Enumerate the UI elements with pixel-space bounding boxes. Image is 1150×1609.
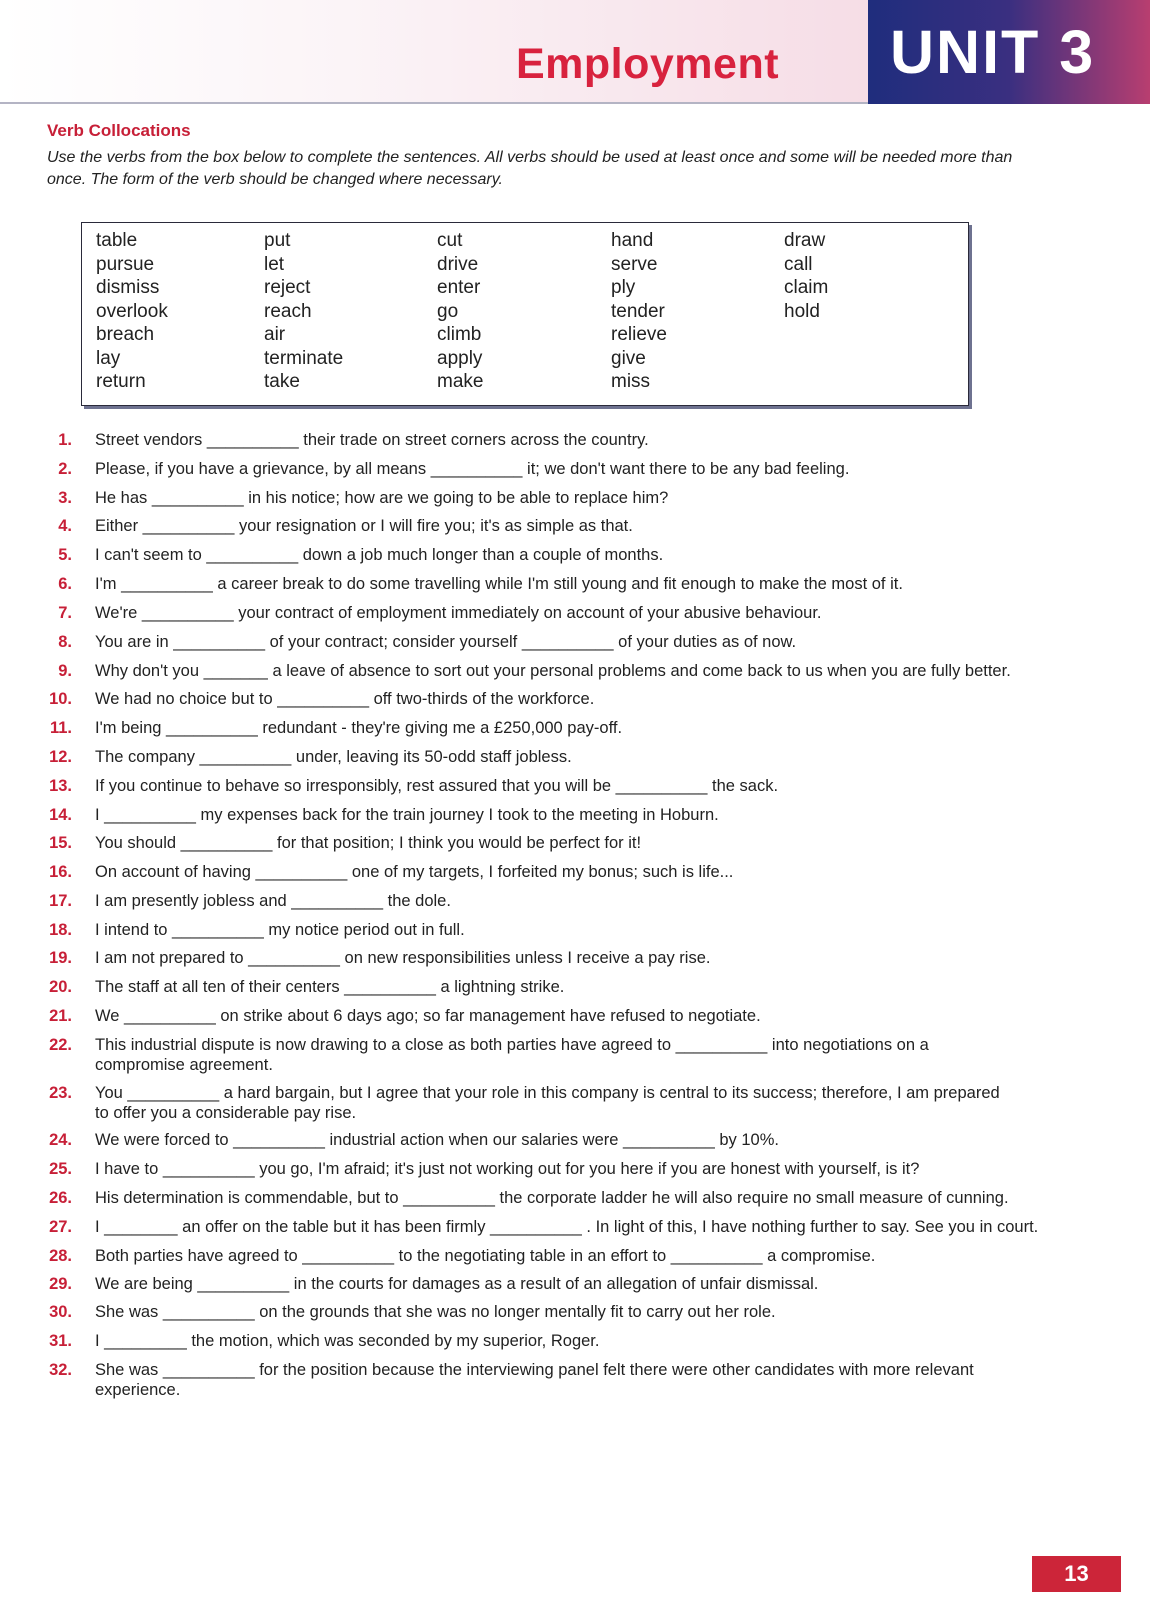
question-number: 21. — [49, 1007, 72, 1025]
question-number: 32. — [49, 1361, 72, 1379]
question-line: I am not prepared to __________ on new responsibilities unless I receive a pay rise. — [95, 949, 711, 967]
verb-item: relieve — [611, 324, 667, 345]
verb-item: overlook — [96, 300, 168, 322]
verb-item: serve — [611, 253, 658, 275]
question-text — [95, 1302, 1095, 1322]
verb-box — [81, 222, 969, 406]
verb-item: claim — [784, 277, 829, 298]
question-line: She was __________ on the grounds that she was no longer mentally fit to carry out her role. — [95, 1303, 776, 1321]
question-text — [95, 632, 1095, 652]
question-number: 12. — [49, 748, 72, 766]
question-text — [95, 1331, 1095, 1351]
page-number: 13 — [1032, 1556, 1121, 1592]
question-number: 16. — [49, 863, 72, 881]
question-text — [95, 920, 1095, 940]
question-number: 20. — [49, 978, 72, 996]
question-text — [95, 805, 1095, 825]
question-line: I can't seem to __________ down a job much longer than a couple of months. — [95, 546, 664, 564]
question-line: I ________ an offer on the table but it has been firmly __________ . In light of this, I have nothing further to say. See you in court. — [95, 1218, 1039, 1236]
question-text — [95, 747, 1095, 767]
question-line: I intend to __________ my notice period out in full. — [95, 921, 465, 939]
verb-item: return — [96, 371, 146, 392]
question-number: 9. — [58, 662, 72, 680]
question-number: 30. — [49, 1303, 72, 1321]
question-line: Either __________ your resignation or I will fire you; it's as simple as that. — [95, 517, 633, 535]
verb-item: call — [784, 253, 813, 275]
verb-item: ply — [611, 277, 636, 298]
question-line: We __________ on strike about 6 days ago; so far management have refused to negotiate. — [95, 1007, 761, 1025]
question-line: We are being __________ in the courts for damages as a result of an allegation of unfair dismissal. — [95, 1275, 819, 1293]
question-text — [95, 603, 1095, 623]
verb-item: reject — [264, 277, 311, 298]
question-number: 19. — [49, 949, 72, 967]
question-number: 26. — [49, 1189, 72, 1207]
question-text — [95, 1159, 1095, 1179]
question-number: 27. — [49, 1218, 72, 1236]
question-line: I'm __________ a career break to do some travelling while I'm still young and fit enough to make the most of it. — [95, 575, 903, 593]
question-text — [95, 891, 1095, 911]
question-line: The company __________ under, leaving its 50-odd staff jobless. — [95, 748, 572, 766]
verb-item: table — [96, 230, 138, 251]
verb-item: tender — [611, 300, 665, 322]
question-text — [95, 430, 1095, 450]
verb-item: air — [264, 324, 286, 345]
question-number: 18. — [49, 921, 72, 939]
verb-item: drive — [437, 253, 479, 275]
question-line: We had no choice but to __________ off two-thirds of the workforce. — [95, 690, 595, 708]
page-title: Employment — [516, 40, 780, 88]
verb-item: breach — [96, 324, 155, 345]
question-number: 10. — [49, 690, 72, 708]
question-text — [95, 689, 1095, 709]
question-text — [95, 833, 1095, 853]
verb-item: climb — [437, 324, 482, 345]
verb-item: put — [264, 230, 291, 251]
question-text — [95, 459, 1095, 479]
verb-item: pursue — [96, 253, 155, 275]
question-line: to offer you a considerable pay rise. — [95, 1104, 357, 1122]
question-number: 6. — [58, 575, 72, 593]
question-text — [95, 1130, 1095, 1150]
verb-column-1 — [96, 229, 168, 394]
question-line: On account of having __________ one of my targets, I forfeited my bonus; such is life... — [95, 863, 734, 881]
question-text — [95, 545, 1095, 565]
question-line: I'm being __________ redundant - they're giving me a £250,000 pay-off. — [95, 719, 623, 737]
question-line: This industrial dispute is now drawing to a close as both parties have agreed to __________ into negotiations on a — [95, 1036, 929, 1054]
question-text — [95, 661, 1095, 681]
question-number: 25. — [49, 1160, 72, 1178]
question-text — [95, 718, 1095, 738]
question-line: You __________ a hard bargain, but I agree that your role in this company is central to its success; therefore, I am prepared — [95, 1084, 1000, 1102]
verb-item: lay — [96, 347, 121, 369]
question-line: I __________ my expenses back for the train journey I took to the meeting in Hoburn. — [95, 806, 719, 824]
question-text — [95, 1006, 1095, 1026]
question-text — [95, 516, 1095, 536]
question-number: 5. — [58, 546, 72, 564]
question-number: 29. — [49, 1275, 72, 1293]
verb-item: go — [437, 300, 459, 322]
question-line: He has __________ in his notice; how are we going to be able to replace him? — [95, 489, 669, 507]
verb-column-2 — [264, 229, 343, 394]
question-number: 7. — [58, 604, 72, 622]
instructions-line-1: Use the verbs from the box below to complete the sentences. All verbs should be used at least once and some will be needed more than — [47, 149, 1013, 166]
question-line: We're __________ your contract of employment immediately on account of your abusive behaviour. — [95, 604, 822, 622]
question-number: 13. — [49, 777, 72, 795]
question-number: 23. — [49, 1084, 72, 1102]
question-text — [95, 1083, 1095, 1123]
question-number: 11. — [49, 719, 72, 737]
question-line: We were forced to __________ industrial action when our salaries were __________ by 10%. — [95, 1131, 779, 1149]
question-text — [95, 1217, 1095, 1237]
question-text — [95, 1188, 1095, 1208]
verb-item: apply — [437, 347, 483, 369]
question-line: Both parties have agreed to __________ to the negotiating table in an effort to __________ a compromise. — [95, 1247, 876, 1265]
question-number: 4. — [58, 517, 72, 535]
question-number: 15. — [49, 834, 72, 852]
verb-item: reach — [264, 300, 312, 322]
question-number: 24. — [49, 1131, 72, 1149]
question-text — [95, 776, 1095, 796]
question-number: 17. — [49, 892, 72, 910]
question-line: I am presently jobless and __________ the dole. — [95, 892, 451, 910]
question-text — [95, 977, 1095, 997]
question-line: I have to __________ you go, I'm afraid; it's just not working out for you here if you are honest with yourself, is it? — [95, 1160, 920, 1178]
question-text — [95, 1035, 1095, 1075]
verb-item: miss — [611, 371, 651, 392]
verb-item: cut — [437, 230, 463, 251]
question-line: You should __________ for that position; I think you would be perfect for it! — [95, 834, 642, 852]
question-line: Street vendors __________ their trade on street corners across the country. — [95, 431, 649, 449]
verb-item: draw — [784, 230, 826, 251]
question-text — [95, 488, 1095, 508]
question-number: 14. — [49, 806, 72, 824]
instructions-line-2: once. The form of the verb should be changed where necessary. — [47, 171, 503, 188]
question-text — [95, 1360, 1095, 1400]
verb-column-5 — [784, 229, 828, 323]
question-line: I _________ the motion, which was seconded by my superior, Roger. — [95, 1332, 600, 1350]
verb-item: terminate — [264, 347, 344, 369]
header-divider — [0, 102, 868, 104]
verb-item: take — [264, 371, 300, 392]
question-line: You are in __________ of your contract; consider yourself __________ of your duties as of now. — [95, 633, 797, 651]
verb-item: give — [611, 347, 646, 369]
unit-label: UNIT 3 — [868, 0, 1150, 104]
question-number: 8. — [58, 633, 72, 651]
question-line: His determination is commendable, but to __________ the corporate ladder he will also require no small measure of cunning. — [95, 1189, 1009, 1207]
question-line: experience. — [95, 1381, 181, 1399]
question-line: Please, if you have a grievance, by all means __________ it; we don't want there to be any bad feeling. — [95, 460, 850, 478]
question-line: She was __________ for the position because the interviewing panel felt there were other candidates with more relevant — [95, 1361, 974, 1379]
question-text — [95, 948, 1095, 968]
question-number: 1. — [58, 431, 72, 449]
question-line: If you continue to behave so irresponsibly, rest assured that you will be __________ the sack. — [95, 777, 779, 795]
question-number: 3. — [58, 489, 72, 507]
question-text — [95, 1274, 1095, 1294]
verb-item: enter — [437, 277, 481, 298]
question-number: 31. — [49, 1332, 72, 1350]
question-text — [95, 1246, 1095, 1266]
verb-item: let — [264, 253, 285, 275]
question-line: Why don't you _______ a leave of absence to sort out your personal problems and come back to us when you are fully better. — [95, 662, 1011, 680]
instructions — [47, 147, 1097, 191]
question-number: 22. — [49, 1036, 72, 1054]
verb-item: hand — [611, 230, 654, 251]
question-number: 28. — [49, 1247, 72, 1265]
verb-item: dismiss — [96, 277, 160, 298]
verb-column-4 — [611, 229, 667, 394]
question-line: The staff at all ten of their centers __________ a lightning strike. — [95, 978, 565, 996]
question-text — [95, 862, 1095, 882]
question-number: 2. — [58, 460, 72, 478]
section-title: Verb Collocations — [47, 121, 191, 140]
verb-item: make — [437, 371, 484, 392]
question-text — [95, 574, 1095, 594]
question-line: compromise agreement. — [95, 1056, 273, 1074]
verb-item: hold — [784, 300, 820, 322]
verb-column-3 — [437, 229, 483, 394]
